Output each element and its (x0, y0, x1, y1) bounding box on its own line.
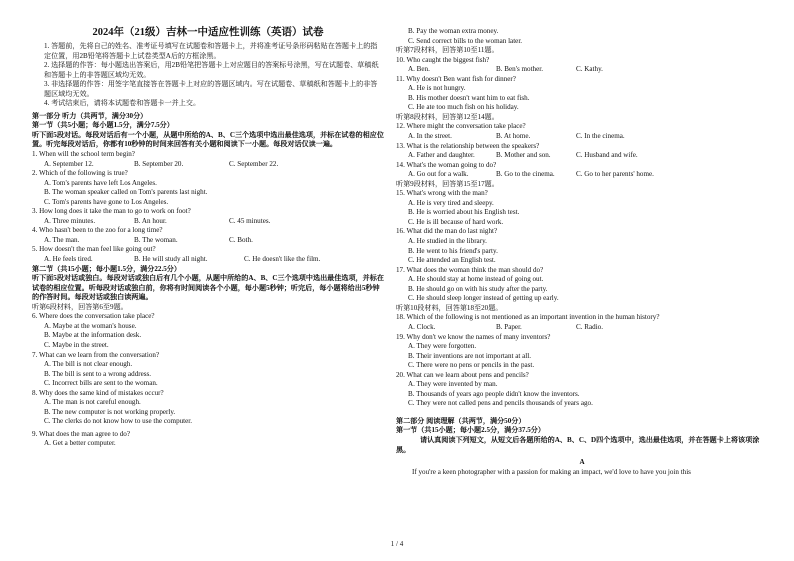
question-3: 3. How long does it take the man to go to work on foot? (32, 207, 191, 216)
option: C. Go to her parents' home. (576, 170, 654, 179)
material-8: 听第8段材料，回答第12至14题。 (396, 112, 499, 121)
option: A. The man is not careful enough. (44, 398, 141, 407)
option: B. The woman speaker called on Tom's parents last night. (44, 188, 208, 197)
option: B. He is worried about his English test. (408, 208, 520, 217)
sec2-heading: 第二节（共15小题；每小题1.5分，满分22.5分） (32, 264, 181, 273)
question-8: 8. Why does the same kind of mistakes occur? (32, 388, 164, 397)
option: B. September 20. (134, 159, 184, 168)
option: C. Radio. (576, 322, 603, 331)
note-4: 4. 考试结束后，请将本试题卷和答题卡一并上交。 (44, 99, 201, 108)
option: B. He should go on with his study after the party. (408, 284, 548, 293)
option: C. September 22. (229, 159, 279, 168)
option: B. Go to the cinema. (496, 170, 555, 179)
option: B. The bill is sent to a wrong address. (44, 369, 152, 378)
option: C. Kathy. (576, 65, 603, 74)
passage-letter: A (579, 458, 585, 467)
material-6: 听第6段材料，回答第6至9题。 (32, 302, 128, 311)
question-12: 12. Where might the conversation take place? (396, 122, 526, 131)
sec2-instructions: 听下面5段对话或独白。每段对话或独白后有几个小题，从题中所给的A、B、C三个选项中选出最佳选项，并标在试卷的相应位置。听每段对话或独白前，你将有时间阅读各个小题，每小题5秒钟；听完后，每小题将给出5秒钟的作答时间。每段对话或独白读两遍。 (32, 274, 384, 302)
question-6: 6. Where does the conversation take place? (32, 312, 155, 321)
option: C. They were not called pens and pencils thousands of years ago. (408, 399, 593, 408)
page-number: 1 / 4 (390, 540, 404, 548)
option: C. Maybe in the street. (44, 340, 109, 349)
option: B. Their inventions are not important at all. (408, 351, 531, 360)
option: C. He doesn't like the film. (244, 255, 321, 264)
option: A. He should stay at home instead of going out. (408, 275, 544, 284)
question-14: 14. What's the woman going to do? (396, 160, 497, 169)
option: B. His mother doesn't want him to eat fish. (408, 93, 530, 102)
option: B. The woman. (134, 235, 178, 244)
option: C. In the cinema. (576, 132, 625, 141)
left-column (32, 0, 384, 449)
option: C. Both. (229, 235, 253, 244)
option: A. In the street. (408, 132, 452, 141)
option: B. He will study all night. (134, 255, 208, 264)
option: A. Tom's parents have left Los Angeles. (44, 178, 157, 187)
option: A. The bill is not clear enough. (44, 360, 133, 369)
option: A. He is very tired and sleepy. (408, 198, 494, 207)
page-title: 2024年（21级）吉林一中适应性训练（英语）试卷 (92, 27, 324, 38)
question-13-options (396, 151, 768, 161)
option: A. Three minutes. (44, 216, 96, 225)
question-14-options (396, 170, 768, 180)
passage-line: If you're a keen photographer with a passion for making an impact, we'd love to have you join this (412, 467, 691, 476)
question-10: 10. Who caught the biggest fish? (396, 55, 490, 64)
question-18: 18. Which of the following is not mentioned as an important invention in the human history? (396, 313, 660, 322)
question-20: 20. What can we learn about pens and pencils? (396, 370, 529, 379)
note-2: 2. 选择题的作答：每小题选出答案后，用2B铅笔把答题卡上对应题目的答案标号涂黑，写在试题卷、草稿纸和答题卡上的非答题区域均无效。 (44, 61, 379, 79)
option: C. He attended an English test. (408, 256, 496, 265)
option: C. He should sleep longer instead of getting up early. (408, 294, 559, 303)
option: B. Maybe at the information desk. (44, 331, 142, 340)
sec1-instructions: 听下面5段对话。每段对话后有一个小题，从题中所给的A、B、C三个选项中选出最佳选项，并标在试卷的相应位置。听完每段对话后，你都有10秒钟的时间来回答有关小题和阅读下一小题。每段对话仅读一遍。 (32, 130, 384, 149)
option: A. He studied in the library. (408, 237, 487, 246)
option: C. The clerks do not know how to use the computer. (44, 417, 193, 426)
part2-heading: 第二部分 阅读理解（共两节，满分50分） (396, 416, 526, 425)
question-4: 4. Who hasn't been to the zoo for a long time? (32, 226, 163, 235)
material-9: 听第9段材料，回答第15至17题。 (396, 179, 499, 188)
right-column (396, 27, 768, 477)
part1-heading: 第一部分 听力（共两节，满分30分） (32, 111, 148, 120)
question-15: 15. What's wrong with the man? (396, 189, 488, 198)
option: B. He went to his friend's party. (408, 246, 498, 255)
option: A. They were invented by man. (408, 380, 498, 389)
question-2: 2. Which of the following is true? (32, 169, 128, 178)
question-18-options (396, 323, 768, 333)
option: B. The new computer is not working properly. (44, 407, 176, 416)
option: A. September 12. (44, 159, 94, 168)
question-13: 13. What is the relationship between the speakers? (396, 141, 540, 150)
option: C. He is ill because of hard work. (408, 217, 504, 226)
option: C. Husband and wife. (576, 151, 638, 160)
option: A. He feels tired. (44, 255, 93, 264)
option: A. Maybe at the woman's house. (44, 321, 137, 330)
option: B. An hour. (134, 216, 167, 225)
part2-sec1-heading: 第一节（共15小题；每小题2.5分，满分37.5分） (396, 426, 545, 435)
question-4-options (32, 236, 384, 246)
question-1-options (32, 160, 384, 170)
question-5-options (32, 255, 384, 265)
option: A. The man. (44, 235, 80, 244)
option: B. Pay the woman extra money. (408, 27, 499, 35)
option: A. They were forgotten. (408, 342, 477, 351)
question-16: 16. What did the man do last night? (396, 227, 498, 236)
note-3: 3. 非选择题的作答：用签字笔直接答在答题卡上对应的答题区域内。写在试题卷、草稿纸和答题卡上的非答题区域均无效。 (44, 80, 378, 98)
option: C. Tom's parents have gone to Los Angeles. (44, 197, 169, 206)
question-19: 19. Why don't we know the names of many inventors? (396, 332, 551, 341)
part2-sec1-instructions: 请认真阅读下列短文，从短文后各题所给的A、B、C、D四个选项中，选出最佳选项，并在答题卡上将该项涂黑。 (396, 435, 760, 454)
option: C. He ate too much fish on his holiday. (408, 103, 519, 112)
question-17: 17. What does the woman think the man should do? (396, 265, 544, 274)
option: A. Ben. (408, 65, 430, 74)
question-9: 9. What does the man agree to do? (32, 429, 130, 438)
question-10-options (396, 65, 768, 75)
option: B. Mother and son. (496, 151, 551, 160)
option: C. 45 minutes. (229, 216, 271, 225)
option: B. Paper. (496, 322, 522, 331)
option: A. He is not hungry. (408, 84, 466, 93)
option: A. Go out for a walk. (408, 170, 469, 179)
option: B. At home. (496, 132, 531, 141)
option: C. There were no pens or pencils in the past. (408, 361, 535, 370)
question-7: 7. What can we learn from the conversation? (32, 350, 160, 359)
question-5: 5. How doesn't the man feel like going out? (32, 245, 156, 254)
question-11: 11. Why doesn't Ben want fish for dinner? (396, 74, 516, 83)
question-3-options (32, 217, 384, 227)
option: A. Clock. (408, 322, 436, 331)
question-12-options (396, 132, 768, 142)
option: B. Ben's mother. (496, 65, 543, 74)
option: C. Send correct bills to the woman later. (408, 36, 523, 45)
material-10: 听第10段材料，回答第18至20题。 (396, 303, 503, 312)
sec1-heading: 第一节（共5小题；每小题1.5分，满分7.5分） (32, 121, 174, 130)
option: A. Get a better computer. (44, 439, 116, 448)
option: A. Father and daughter. (408, 151, 475, 160)
material-7: 听第7段材料，回答第10至11题。 (396, 46, 499, 55)
note-1: 1. 答题前，先将自己的姓名、准考证号填写在试题卷和答题卡上，并将准考证号条形码粘贴在答题卡上的指定位置，用2B铅笔将答题卡上试卷类型A后的方框涂黑。 (44, 42, 378, 60)
question-1: 1. When will the school term begin? (32, 150, 135, 159)
option: C. Incorrect bills are sent to the woman. (44, 379, 158, 388)
option: B. Thousands of years ago people didn't know the inventors. (408, 389, 580, 398)
